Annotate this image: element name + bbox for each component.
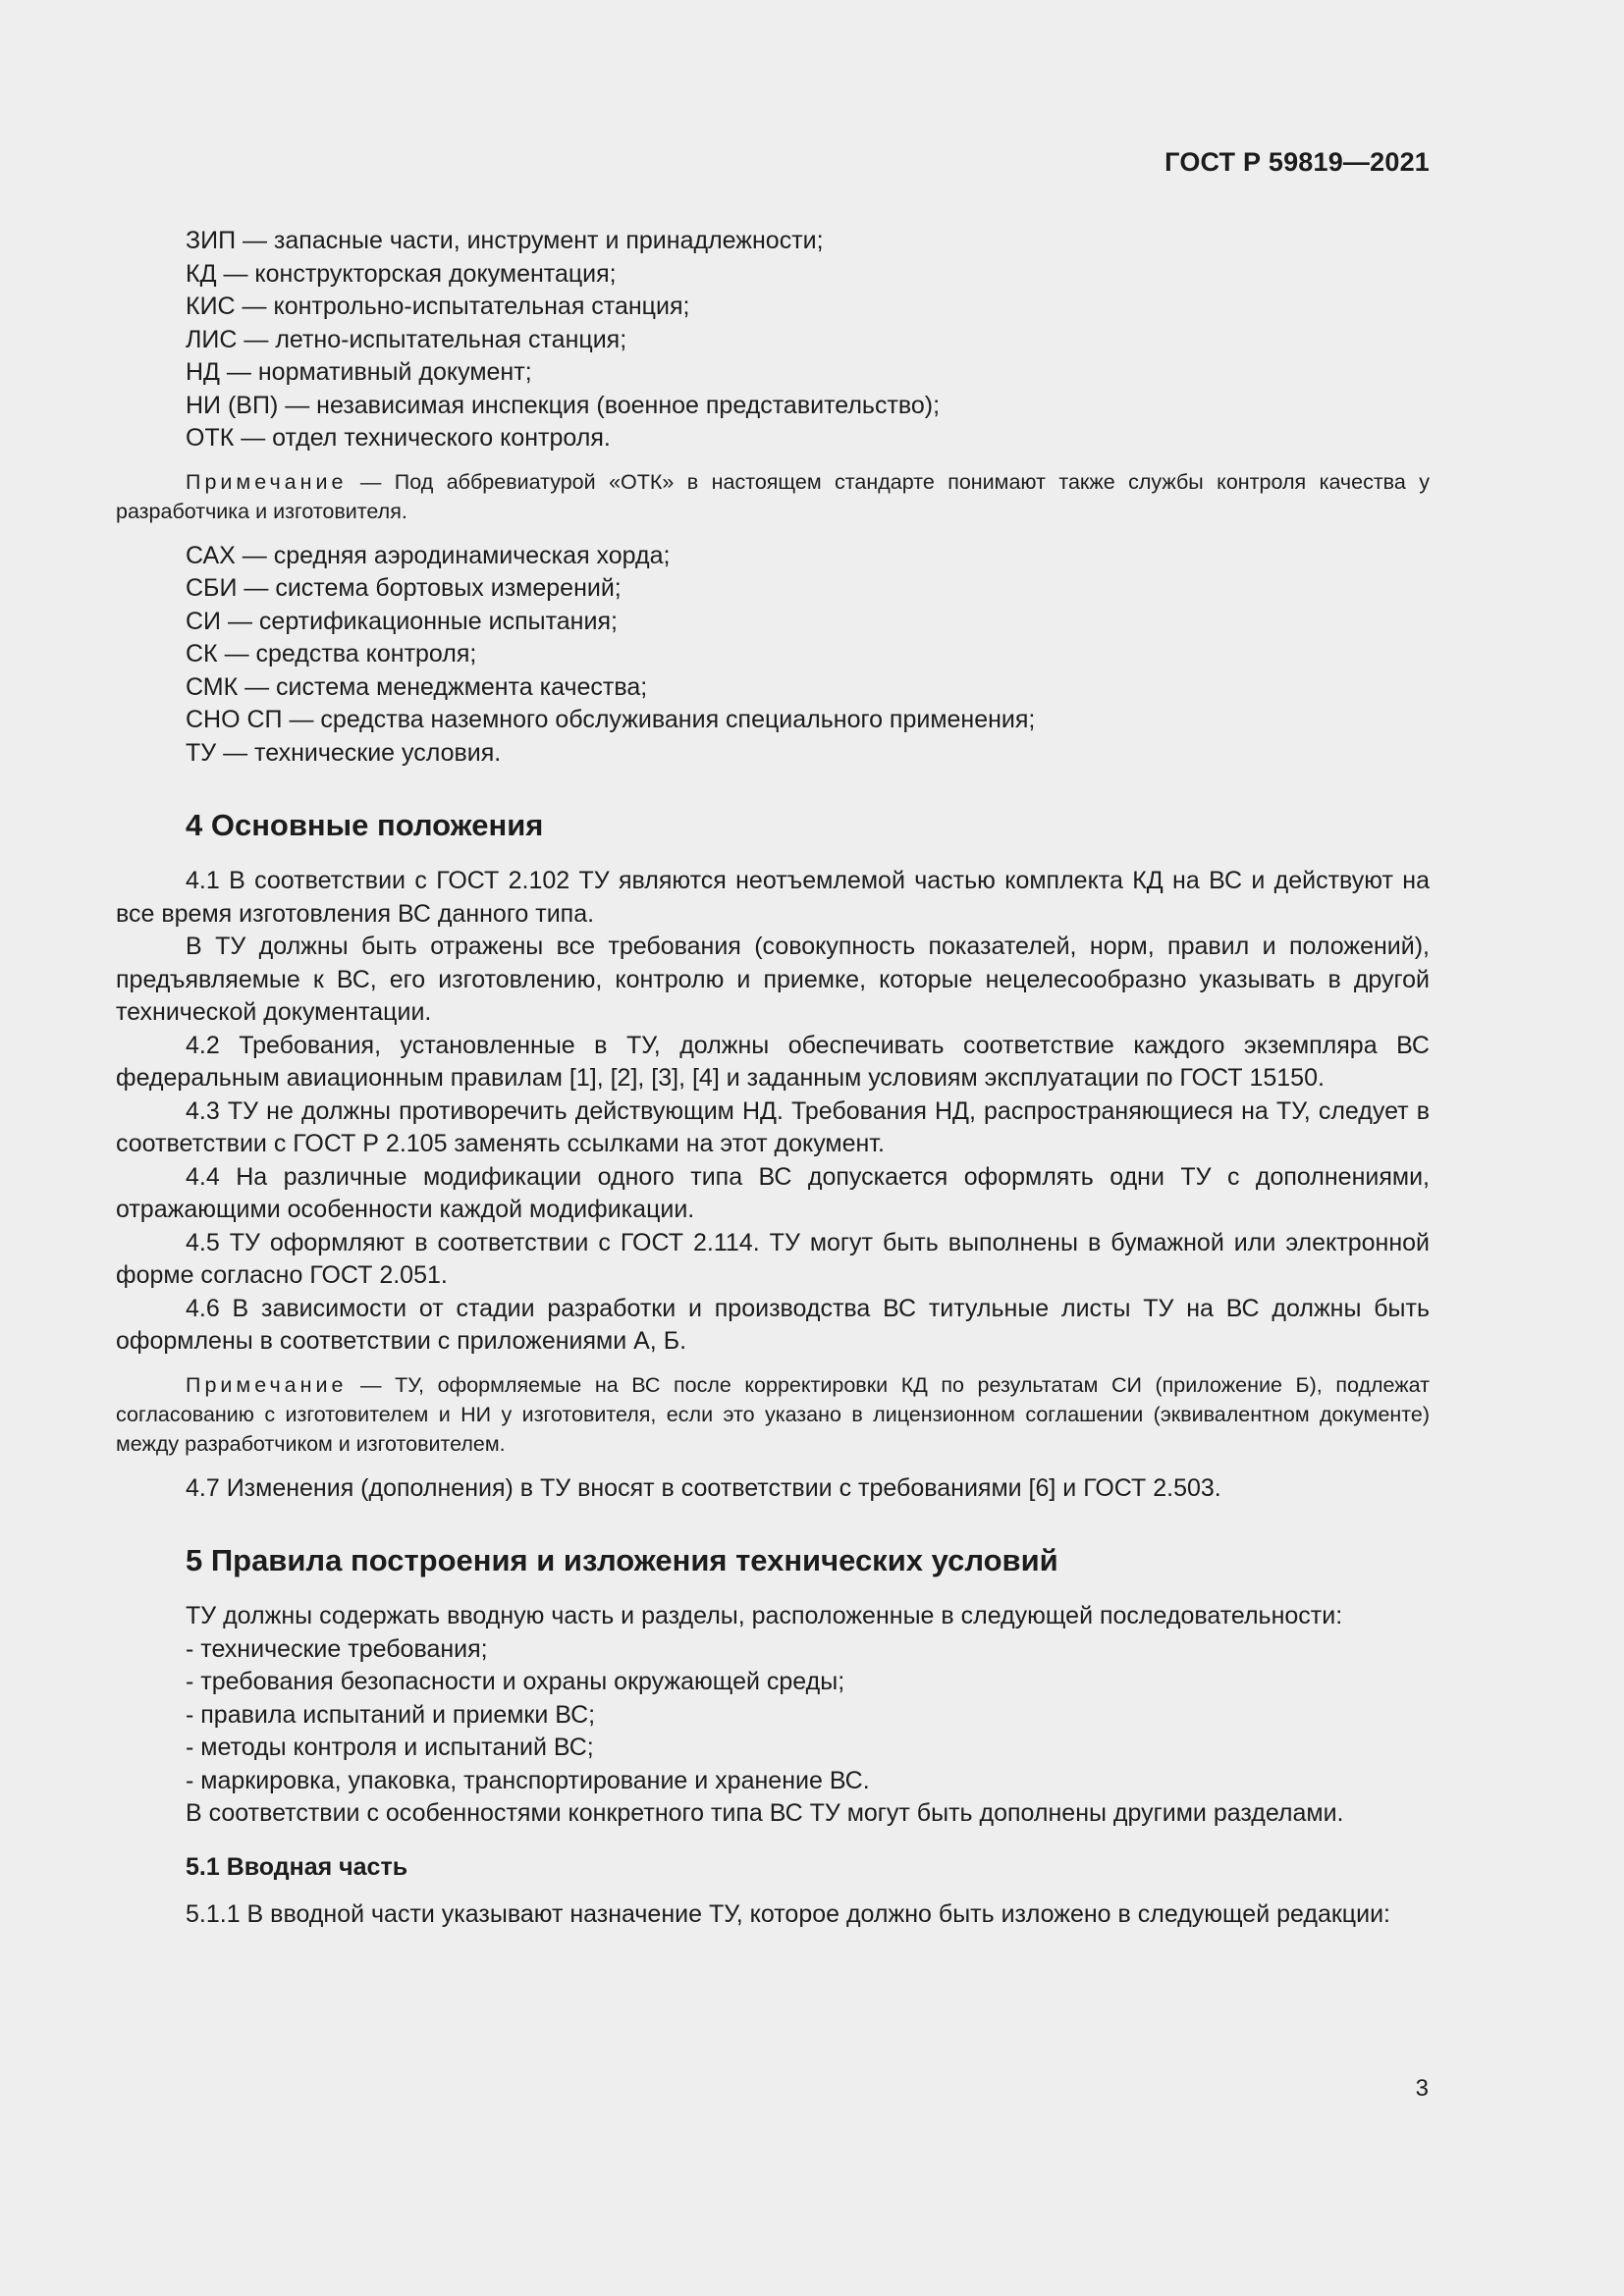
section-5-body	[116, 1600, 1430, 1931]
abbreviation-item: САХ — средняя аэродинамическая хорда;	[186, 541, 671, 569]
abbreviation-list-2	[116, 540, 1430, 771]
paragraph-4-4: 4.4 На различные модификации одного типа ВС допускается оформлять одни ТУ с дополнениями, отражающими особенности каждой модификации.	[116, 1162, 1430, 1223]
abbreviation-item: СБИ — система бортовых измерений;	[186, 574, 622, 602]
abbreviation-list-1	[116, 225, 1430, 455]
section-5-heading: 5 Правила построения и изложения технических условий	[186, 1543, 1058, 1577]
abbreviation-item: СК — средства контроля;	[186, 640, 477, 667]
paragraph-4-2: 4.2 Требования, установленные в ТУ, должны обеспечивать соответствие каждого экземпляра ВС федеральным авиационным правилам [1], [2], [3], [4] и заданным условиям эксплуатации по ГОСТ 15150.	[116, 1031, 1430, 1092]
note-text: — Под аббревиатурой «ОТК» в настоящем стандарте понимают также службы контроля качества у разработчика и изготовителя.	[116, 469, 1430, 523]
note-label: Примечание	[186, 469, 348, 494]
paragraph-4-1-cont: В ТУ должны быть отражены все требования (совокупность показателей, норм, правил и положений), предъявляемые к ВС, его изготовлению, контролю и приемке, которые нецелесообразно указывать в другой технической документации.	[116, 933, 1430, 1026]
list-item: - требования безопасности и охраны окружающей среды;	[186, 1668, 845, 1695]
list-item: - технические требования;	[186, 1634, 488, 1663]
paragraph-5-1-1: 5.1.1 В вводной части указывают назначение ТУ, которое должно быть изложено в следующей редакции:	[186, 1899, 1391, 1928]
abbreviation-item: НД — нормативный документ;	[186, 358, 532, 386]
section-5-after-list: В соответствии с особенностями конкретного типа ВС ТУ могут быть дополнены другими разделами.	[186, 1799, 1344, 1827]
abbreviation-item: ЗИП — запасные части, инструмент и принадлежности;	[186, 227, 824, 254]
list-item: - методы контроля и испытаний ВС;	[186, 1734, 594, 1761]
page-number: 3	[1415, 2075, 1429, 2102]
section-4-body	[116, 865, 1430, 1505]
section-4-heading: 4 Основные положения	[186, 808, 544, 842]
paragraph-4-6: 4.6 В зависимости от стадии разработки и производства ВС титульные листы ТУ на ВС должны быть оформлены в соответствии с приложениями А, Б.	[116, 1294, 1430, 1355]
abbreviation-item: СИ — сертификационные испытания;	[186, 607, 618, 635]
subsection-5-1-heading: 5.1 Вводная часть	[186, 1852, 408, 1881]
page-content	[116, 225, 1430, 1931]
paragraph-4-7: 4.7 Изменения (дополнения) в ТУ вносят в соответствии с требованиями [6] и ГОСТ 2.503.	[186, 1473, 1221, 1502]
note-text: — ТУ, оформляемые на ВС после корректировки КД по результатам СИ (приложение Б), подлежат согласованию с изготовителем и НИ у изготовителя, если это указано в лицензионном соглашении (эквивалентном документе) между разработчиком и изготовителем.	[116, 1372, 1430, 1456]
section-5-intro: ТУ должны содержать вводную часть и разделы, расположенные в следующей последовательности:	[186, 1602, 1343, 1629]
abbreviation-item: КИС — контрольно-испытательная станция;	[186, 293, 690, 320]
document-header: ГОСТ Р 59819—2021	[1164, 147, 1430, 177]
list-item: - маркировка, упаковка, транспортирование и хранение ВС.	[186, 1766, 870, 1794]
abbreviation-item: ЛИС — летно-испытательная станция;	[186, 325, 627, 353]
note-otk	[116, 467, 1430, 526]
abbreviation-item: СНО СП — средства наземного обслуживания специального применения;	[186, 706, 1036, 733]
paragraph-4-3: 4.3 ТУ не должны противоречить действующим НД. Требования НД, распространяющиеся на ТУ, следует в соответствии с ГОСТ Р 2.105 заменять ссылками на этот документ.	[116, 1096, 1430, 1157]
abbreviation-item: ТУ — технические условия.	[186, 738, 502, 767]
abbreviation-item: СМК — система менеджмента качества;	[186, 672, 648, 701]
paragraph-4-5: 4.5 ТУ оформляют в соответствии с ГОСТ 2.114. ТУ могут быть выполнены в бумажной или электронной форме согласно ГОСТ 2.051.	[116, 1228, 1430, 1289]
abbreviation-item: НИ (ВП) — независимая инспекция (военное представительство);	[186, 391, 941, 419]
note-section-4	[116, 1370, 1430, 1459]
abbreviation-item: ОТК — отдел технического контроля.	[186, 424, 611, 452]
paragraph-4-1: 4.1 В соответствии с ГОСТ 2.102 ТУ являются неотъемлемой частью комплекта КД на ВС и действуют на все время изготовления ВС данного типа.	[116, 867, 1430, 928]
list-item: - правила испытаний и приемки ВС;	[186, 1700, 596, 1729]
abbreviation-item: КД — конструкторская документация;	[186, 259, 617, 288]
note-label: Примечание	[186, 1372, 348, 1397]
